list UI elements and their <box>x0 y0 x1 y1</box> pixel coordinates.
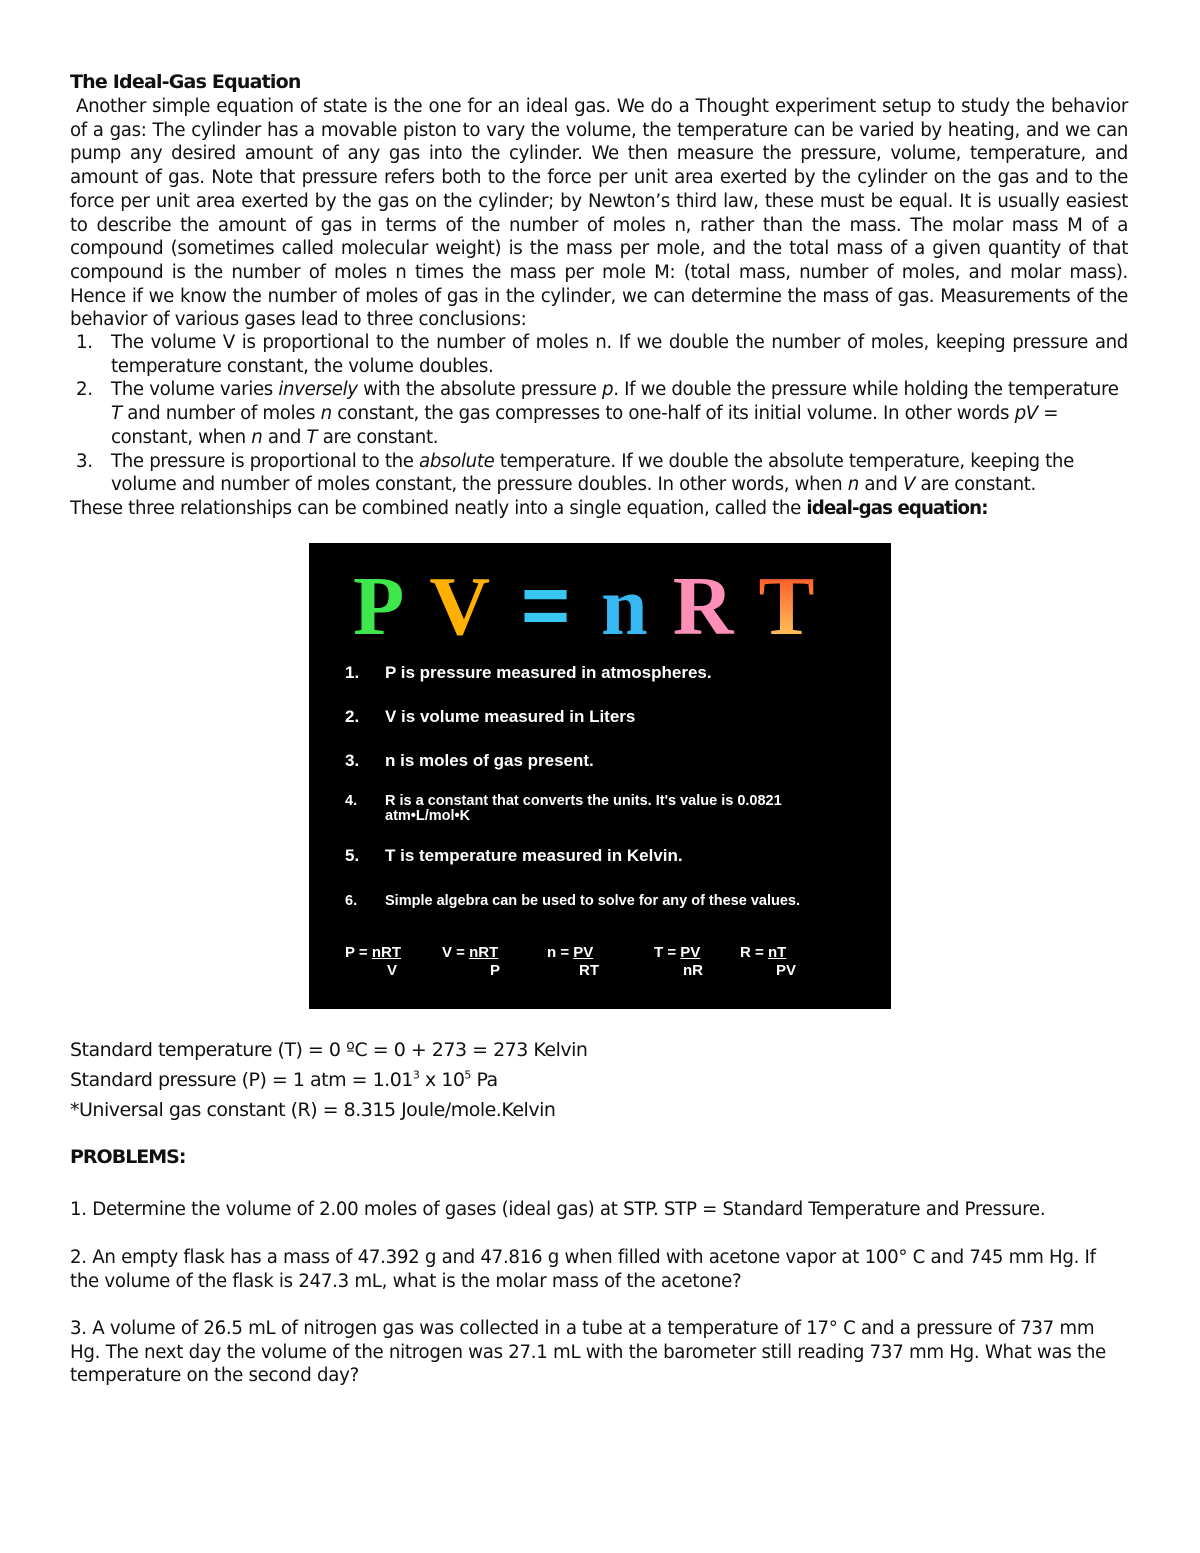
conclusion-text: The volume varies <box>111 379 279 401</box>
equation-solve-t <box>654 944 703 980</box>
equation-solve-n <box>547 944 599 980</box>
conclusion-number: 3. <box>76 450 93 472</box>
universal-gas-constant: *Universal gas constant (R) = 8.315 Joule/mole.Kelvin <box>70 1099 556 1121</box>
emphasis: inversely <box>278 379 358 401</box>
rearranged-equations <box>345 944 865 984</box>
definition-number: 5. <box>345 846 360 865</box>
conclusion-item <box>70 331 1128 378</box>
conclusion-text: and <box>858 474 903 496</box>
intro-paragraph <box>70 95 1128 332</box>
pressure-text: Pa <box>470 1069 498 1091</box>
formula-symbol-r: R <box>672 560 736 653</box>
pv-nrt-formula <box>353 555 816 655</box>
problem-3: 3. A volume of 26.5 mL of nitrogen gas was collected in a tube at a temperature of 17° C and a pressure of 737 mm Hg. The next day the volume of the nitrogen was 27.1 mL with the barometer still reading 737 mm Hg. What was the temperature on the second day? <box>70 1318 1106 1386</box>
definition-text: R is a constant that converts the units. It's value is 0.0821 atm•L/mol•K <box>385 793 782 824</box>
conclusion-item <box>70 450 1128 497</box>
conclusion-text: . If we double the pressure while holding the temperature <box>613 379 1119 401</box>
conclusion-text: with the absolute pressure <box>357 379 602 401</box>
conclusion-text: are constant. <box>915 474 1036 496</box>
definition-number: 1. <box>345 663 360 682</box>
variable: T <box>306 426 318 448</box>
intro-text: Another simple equation of state is the one for an ideal gas. We do a Thought experiment setup to study the behavior of a gas: The cylinder has a movable piston to vary the volume, the temperature can be varied by heating, and we can pump any desired amount of any gas into the cylinder. We then measure the pressure, volume, temperature, and amount of gas. Note that pressure refers both to the force per unit area exerted by the cylinder on the gas and to the force per unit area exerted by the gas on the cylinder; by Newton’s third law, these must be equal. It is usually easiest to describe the amount of gas in terms of the number of moles n, rather than the mass. The molar mass M of a compound (sometimes called molecular weight) is the mass per mole, and the total mass of a given quantity of that compound is the number of moles n times the mass per mole M: (total mass, number of moles, and molar mass). Hence if we know the number of moles of gas in the cylinder, we can determine the mass of gas. Measurements of the behavior of various gases lead to three conclusions: <box>70 96 1128 331</box>
superscript: 5 <box>464 1068 471 1082</box>
definition-text: T is temperature measured in Kelvin. <box>385 846 683 865</box>
ideal-gas-law-graphic <box>309 543 891 1009</box>
conclusion-text: constant, the gas compresses to one-half of its initial volume. In other words <box>331 403 1015 425</box>
definition-text: n is moles of gas present. <box>385 751 594 770</box>
problems-heading: PROBLEMS: <box>70 1146 186 1168</box>
variable: n <box>320 403 332 425</box>
equation-lhs: V = <box>442 944 470 961</box>
variable: n <box>251 426 263 448</box>
definition-number: 6. <box>345 893 358 909</box>
variable: V <box>902 474 916 496</box>
equation-lhs: n = <box>547 944 574 961</box>
combine-text: These three relationships can be combined neatly into a single equation, called the <box>70 498 807 519</box>
section-title: The Ideal-Gas Equation <box>70 71 301 93</box>
combine-sentence <box>70 497 1128 521</box>
definition-text: Simple algebra can be used to solve for any of these values. <box>385 893 800 909</box>
equation-lhs: T = <box>654 944 681 961</box>
variable: n <box>847 474 859 496</box>
variable: T <box>111 403 122 425</box>
equation-numerator: nT <box>767 944 787 961</box>
equation-numerator: PV <box>573 944 594 961</box>
definition-number: 2. <box>345 707 360 726</box>
conclusions-list <box>70 331 1128 497</box>
equation-solve-r <box>740 944 796 980</box>
equation-denominator: PV <box>776 962 797 979</box>
definition-text: P is pressure measured in atmospheres. <box>385 663 712 682</box>
problem-1: 1. Determine the volume of 2.00 moles of gases (ideal gas) at STP. STP = Standard Temperature and Pressure. <box>70 1199 1046 1220</box>
conclusion-number: 2. <box>76 379 93 401</box>
standard-pressure <box>70 1068 498 1092</box>
conclusion-text: The volume V is proportional to the number of moles n. If we double the number of moles, keeping pressure and temperature constant, the volume doubles. <box>111 332 1128 377</box>
ideal-gas-equation-term: ideal-gas equation: <box>806 498 988 519</box>
conclusion-text: and number of moles <box>121 403 321 425</box>
variable: p <box>602 379 614 401</box>
equation-denominator: V <box>387 962 398 979</box>
equation-numerator: nRT <box>371 944 402 961</box>
conclusion-text: = constant, when <box>111 403 1059 448</box>
equation-denominator: P <box>490 962 501 979</box>
conclusion-text: temperature. If we double the absolute temperature, keeping the volume and number of moles constant, the pressure doubles. In other words, when <box>111 450 1074 496</box>
definition-number: 4. <box>345 793 358 809</box>
problem-2: 2. An empty flask has a mass of 47.392 g and 47.816 g when filled with acetone vapor at 100° C and 745 mm Hg. If the volume of the flask is 247.3 mL, what is the molar mass of the acetone? <box>70 1247 1096 1292</box>
equation-numerator: PV <box>680 944 701 961</box>
conclusion-text: and <box>262 426 307 448</box>
superscript: 3 <box>412 1068 420 1082</box>
formula-equals-sign: = <box>520 558 573 652</box>
conclusion-text: The pressure is proportional to the <box>111 450 420 472</box>
variable: pV <box>1014 403 1038 425</box>
formula-symbol-n: n <box>601 560 650 653</box>
equation-lhs: P = <box>345 944 372 961</box>
equation-denominator: RT <box>579 962 599 979</box>
emphasis: absolute <box>419 450 495 472</box>
equation-numerator: nRT <box>469 944 499 961</box>
formula-symbol-p: P <box>353 560 407 653</box>
standard-temperature: Standard temperature (T) = 0 ºC = 0 + 273 = 273 Kelvin <box>70 1039 588 1061</box>
definition-text: V is volume measured in Liters <box>385 707 636 726</box>
conclusion-text: are constant. <box>317 426 439 448</box>
formula-symbol-v: V <box>429 560 492 653</box>
definition-number: 3. <box>345 751 360 770</box>
conclusion-item <box>70 378 1128 449</box>
equation-denominator: nR <box>683 962 703 979</box>
equation-solve-v <box>442 944 500 980</box>
pressure-text: Standard pressure (P) = 1 atm = 1.01 <box>70 1069 413 1091</box>
conclusion-number: 1. <box>76 332 93 353</box>
pressure-text: x 10 <box>419 1069 465 1091</box>
equation-lhs: R = <box>740 944 768 961</box>
formula-symbol-t: T <box>758 557 816 657</box>
equation-solve-p <box>345 944 401 980</box>
